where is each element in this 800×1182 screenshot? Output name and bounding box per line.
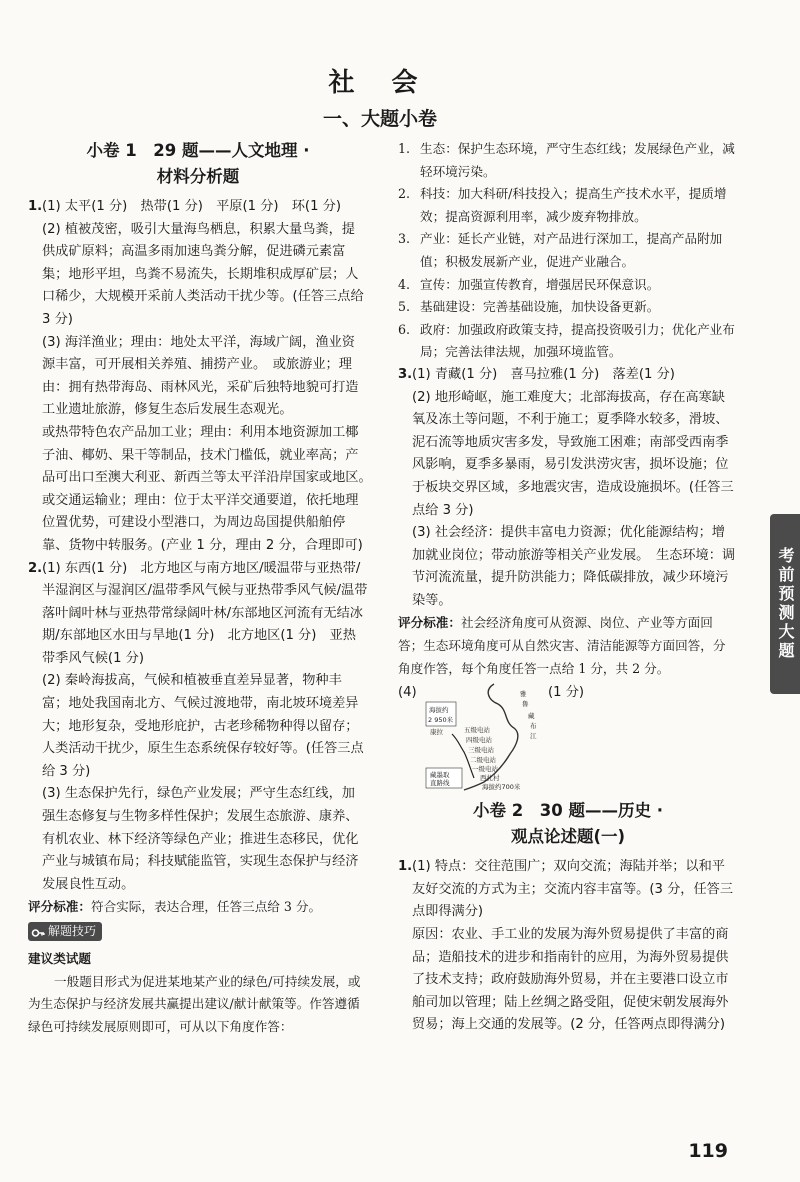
answer-line: (1) 东西(1 分) 北方地区与南方地区/暖温带与亚热带/半湿润区与湿润区/温带季风气候与亚热带季风气候/温带落叶阔叶林与亚热带常绿阔叶林/东部地区河流有无结冰期/东部地区水田与旱地(1 分) 北方地区(1 分) 亚热带季风气候(1 分) bbox=[42, 560, 368, 666]
answer-line: (3) 生态保护先行，绿色产业发展；严守生态红线，加强生态修复与生物多样性保护；发展生态旅游、康养、有机农业、林下经济等绿色产业；推进生态移民，优化产业与城镇布局；科技赋能监管，实现生态保护与经济发展良性互动。 bbox=[42, 786, 359, 892]
map-question-number: (4) bbox=[398, 685, 417, 701]
list-item bbox=[398, 138, 738, 183]
answer-line: (1) 青藏(1 分) 喜马拉雅(1 分) 落差(1 分) bbox=[412, 366, 675, 382]
list-item bbox=[398, 274, 738, 297]
key-icon bbox=[31, 925, 45, 939]
map-label: 康拉 bbox=[430, 728, 443, 737]
question-number: 1. bbox=[28, 199, 43, 214]
right-column bbox=[398, 138, 738, 1037]
map-label: 西扎村 bbox=[480, 774, 500, 783]
question-1 bbox=[28, 196, 379, 558]
station-label: 一级电站 bbox=[472, 765, 498, 774]
list-item bbox=[398, 228, 738, 273]
paper2-title bbox=[398, 798, 738, 850]
answer-line: (1) 太平(1 分) 热带(1 分) 平原(1 分) 环(1 分) bbox=[42, 199, 341, 214]
history-question-1 bbox=[398, 856, 738, 1037]
list-text: 科技：加大科研/科技投入；提高生产技术水平，提质增效；提高资源利用率，减少废弃物排放。 bbox=[420, 186, 727, 224]
paper1-title-line2: 材料分析题 bbox=[156, 167, 240, 186]
scoring-label: 评分标准： bbox=[28, 899, 91, 915]
station-label: 四级电站 bbox=[466, 736, 492, 745]
hydropower-map-svg bbox=[424, 682, 548, 792]
tip-text: 一般题目形式为促进某地某产业的绿色/可持续发展，或为生态保护与经济发展共赢提出建议/献计献策等。作答遵循绿色可持续发展原则即可，可从以下角度作答： bbox=[28, 973, 361, 1034]
river-label: 江 bbox=[530, 732, 537, 741]
map-label: 海拔约700米 bbox=[482, 783, 521, 792]
answer-line: (2) 植被茂密，吸引大量海鸟栖息，积累大量鸟粪，提供成矿原料；高温多雨加速鸟粪分解，促进磷元素富集；地形平坦，鸟粪不易流失，长期堆积成厚矿层；人口稀少，大规模开采前人类活动干扰少等。(任答三点给 3 分) bbox=[42, 221, 364, 327]
question-number: 1. bbox=[398, 859, 413, 875]
answer-line: (3) 海洋渔业；理由：地处太平洋，海域广阔，渔业资源丰富，可开展相关养殖、捕捞产业。 或旅游业；理由：拥有热带海岛、雨林风光，采矿后独特地貌可打造工业遗址旅游，修复生态后发展生态观光。 bbox=[42, 334, 359, 418]
scoring-text: 社会经济角度可从资源、岗位、产业等方面回答；生态环境角度可从自然灾害、清洁能源等方面回答，分角度作答，每个角度任答一点给 1 分，共 2 分。 bbox=[398, 615, 726, 676]
river-label: 鲁 bbox=[522, 700, 529, 709]
tip-subtitle: 建议类试题 bbox=[28, 951, 91, 967]
list-number: 5. bbox=[398, 299, 411, 315]
hydropower-map bbox=[424, 682, 548, 792]
map-label: 2 950米 bbox=[428, 716, 454, 725]
station-label: 二级电站 bbox=[470, 756, 496, 765]
list-number: 2. bbox=[398, 186, 411, 202]
list-item bbox=[398, 296, 738, 319]
legend-label: 藏墨取 bbox=[430, 771, 450, 780]
question-number: 3. bbox=[398, 366, 413, 382]
answer-line: 原因：农业、手工业的发展为海外贸易提供了丰富的商品；造船技术的进步和指南针的应用，为海外贸易提供了技术支持；政府鼓励海外贸易，并在主要港口设立市舶司加以管理；陆上丝绸之路受阻，促使宋朝发展海外贸易；海上交通的发展等。(2 分，任答两点即得满分) bbox=[412, 927, 729, 1033]
list-item bbox=[398, 319, 738, 364]
answer-line: (3) 社会经济：提供丰富电力资源；优化能源结构；增加就业岗位；带动旅游等相关产业发展。 生态环境：调节河流流量，提升防洪能力；降低碳排放，减少环境污染等。 bbox=[412, 525, 736, 608]
answer-line: 或热带特色农产品加工业；理由：利用本地资源加工椰子油、椰奶、果干等制品，技术门槛低，就业率高；产品可出口至澳大利亚、新西兰等太平洋沿岸国家或地区。 或交通运输业；理由：位于太平洋交通要道，依托地理位置优势，可建设小型港口，为周边岛国提供船舶停靠、货物中转服务。(产业 1 分，理由 2 分，合理即可) bbox=[42, 424, 379, 553]
station-label: 三级电站 bbox=[468, 746, 494, 755]
side-tab: 考前预测大题 bbox=[770, 514, 800, 694]
answer-line: (2) 地形崎岖，施工难度大；北部海拔高，存在高寒缺氧及冻土等问题，不利于施工；夏季降水较多，滑坡、泥石流等地质灾害多发，导致施工困难；南部受西南季风影响，夏季多暴雨，易引发洪涝灾害，损坏设施；位于板块交界区域，多地震灾害，造成设施损坏。(任答三点给 3 分) bbox=[412, 389, 734, 518]
list-text: 宣传：加强宣传教育，增强居民环保意识。 bbox=[420, 276, 660, 292]
paper2-title-line1: 小卷 2 30 题——历史 · bbox=[473, 801, 663, 821]
list-text: 基础建设：完善基础设施，加快设备更新。 bbox=[420, 299, 660, 315]
station-label: 五级电站 bbox=[464, 726, 490, 735]
list-number: 1. bbox=[398, 141, 411, 156]
left-column bbox=[28, 138, 379, 1038]
list-text: 产业：延长产业链，对产品进行深加工，提高产品附加值；积极发展新产业，促进产业融合。 bbox=[420, 231, 723, 269]
river-label: 藏 bbox=[528, 712, 535, 721]
list-number: 3. bbox=[398, 231, 411, 247]
map-label: 海拔约 bbox=[429, 706, 449, 715]
scoring-criteria bbox=[398, 612, 738, 680]
page-number: 119 bbox=[688, 1140, 728, 1162]
scoring-label: 评分标准： bbox=[398, 615, 461, 631]
list-text: 政府：加强政府政策支持，提高投资吸引力；优化产业布局；完善法律法规，加强环境监管。 bbox=[420, 321, 735, 360]
legend-label: 直路线 bbox=[430, 779, 450, 788]
tip-label: 解题技巧 bbox=[48, 924, 97, 939]
scoring-criteria bbox=[28, 896, 368, 919]
page-title: 社 会 bbox=[328, 68, 432, 98]
section-title: 一、大题小卷 bbox=[322, 108, 437, 130]
list-item bbox=[398, 183, 738, 228]
list-number: 4. bbox=[398, 276, 411, 292]
paper1-title bbox=[28, 138, 368, 190]
river-label: 雅 bbox=[520, 690, 527, 699]
question-2 bbox=[28, 558, 368, 897]
question-number: 2. bbox=[28, 560, 43, 576]
answer-line: (2) 秦岭海拔高，气候和植被垂直差异显著，物种丰富；地处我国南北方、气候过渡地带，南北坡环境差异大；地形复杂，受地形庇护，古老珍稀物种得以留存；人类活动干扰少，原生生态系统保存较好等。(任答三点给 3 分) bbox=[42, 673, 364, 779]
tip-badge bbox=[28, 922, 102, 941]
river-label: 布 bbox=[530, 722, 537, 731]
paper1-title-line1: 小卷 1 29 题——人文地理 · bbox=[86, 141, 310, 160]
question-3 bbox=[398, 364, 738, 613]
list-text: 生态：保护生态环境，严守生态红线；发展绿色产业，减轻环境污染。 bbox=[420, 141, 735, 179]
scoring-text: 符合实际，表达合理，任答三点给 3 分。 bbox=[90, 899, 322, 915]
list-number: 6. bbox=[398, 321, 411, 337]
paper2-title-line2: 观点论述题(一) bbox=[510, 827, 626, 847]
answer-line: (1) 特点：交往范围广；双向交流；海陆并举；以和平友好交流的方式为主；交流内容丰富等。(3 分，任答三点即得满分) bbox=[412, 859, 734, 920]
map-score: (1 分) bbox=[548, 685, 585, 701]
map-answer bbox=[398, 682, 738, 792]
